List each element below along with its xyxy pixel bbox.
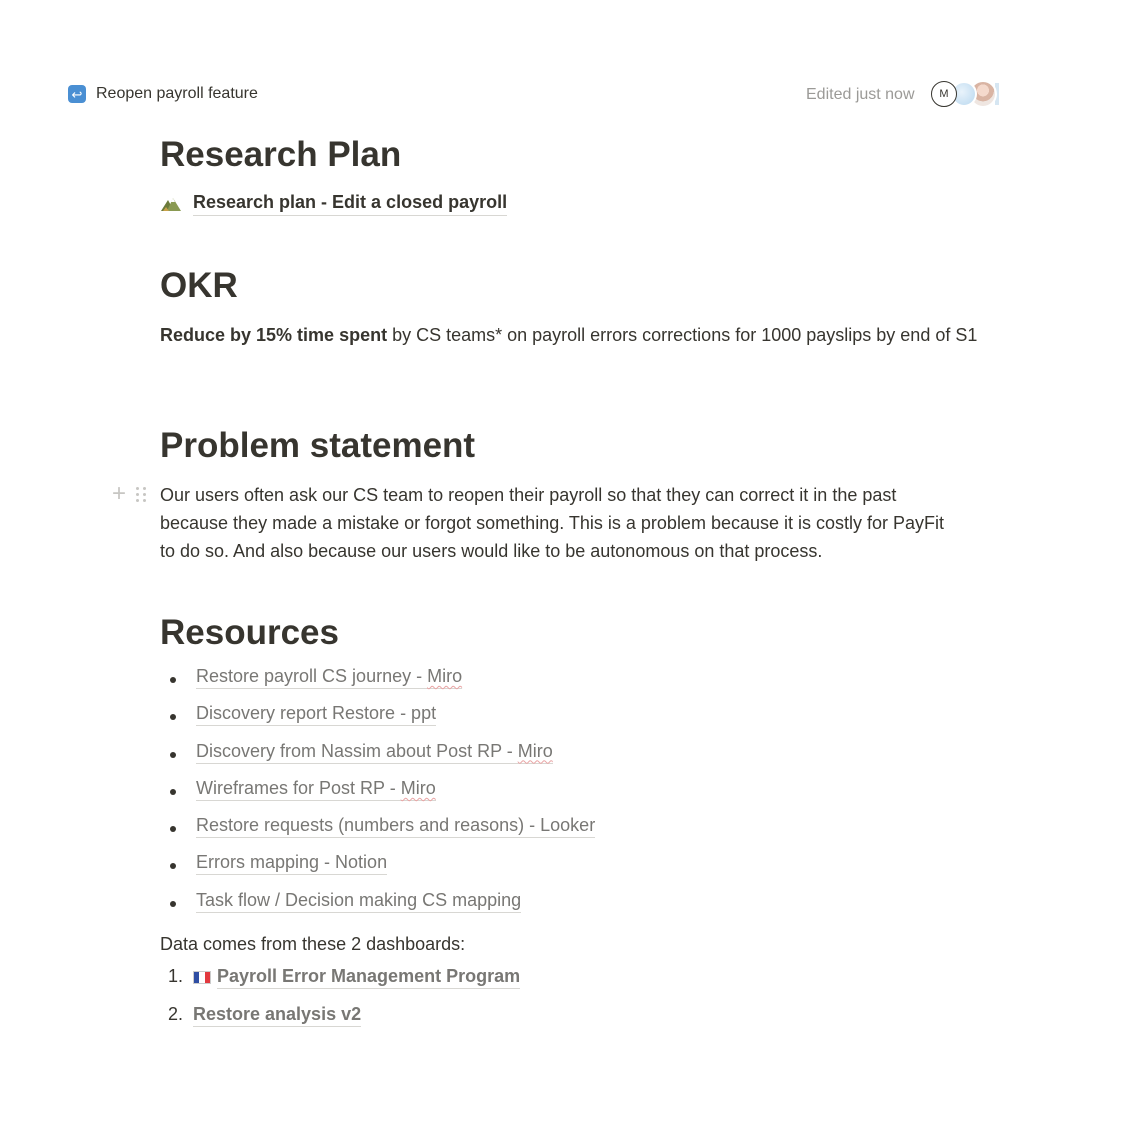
okr-heading: OKR — [160, 266, 238, 305]
drag-handle-icon[interactable] — [136, 487, 147, 502]
resource-link[interactable]: Restore payroll CS journey - Miro — [196, 666, 462, 689]
list-item — [160, 852, 595, 889]
resource-link[interactable]: Task flow / Decision making CS mapping — [196, 890, 521, 913]
plus-icon[interactable]: + — [111, 480, 126, 507]
list-number: 1. — [168, 966, 184, 986]
okr-rest-text: by CS teams* on payroll errors corrections for 1000 payslips by end of S1 — [387, 325, 978, 345]
resources-list — [160, 666, 595, 927]
resource-link[interactable]: Restore requests (numbers and reasons) - Looker — [196, 815, 595, 838]
france-flag-icon — [193, 971, 211, 984]
list-number: 2. — [168, 1003, 184, 1024]
dashboards-list — [160, 966, 520, 1041]
list-item — [160, 815, 595, 852]
bullet-icon — [170, 677, 176, 683]
bullet-icon — [170, 714, 176, 720]
bullet-icon — [170, 752, 176, 758]
resource-link[interactable]: Wireframes for Post RP - Miro — [196, 778, 436, 801]
bullet-icon — [170, 826, 176, 832]
avatar[interactable]: M — [931, 81, 957, 107]
list-item — [160, 778, 595, 815]
data-intro-text: Data comes from these 2 dashboards: — [160, 934, 466, 954]
collaborator-avatars[interactable] — [931, 80, 999, 108]
bullet-icon — [170, 863, 176, 869]
edited-status: Edited just now — [806, 86, 915, 103]
okr-text — [160, 321, 980, 349]
list-item — [160, 966, 520, 1004]
bullet-icon — [170, 901, 176, 907]
list-item — [160, 666, 595, 703]
problem-statement-text[interactable]: Our users often ask our CS team to reopen their payroll so that they can correct it in the past because they made a mistake or forgot something. This is a problem because it is costly for PayFit to do so. And also because our users would like to be autonomous on that process. — [160, 485, 945, 561]
top-bar — [0, 78, 1130, 112]
research-plan-link[interactable] — [160, 192, 507, 216]
resource-link[interactable]: Errors mapping - Notion — [196, 852, 387, 875]
dashboard-link[interactable]: Payroll Error Management Program — [217, 966, 520, 989]
dashboard-link[interactable]: Restore analysis v2 — [193, 1004, 361, 1027]
okr-bold-text: Reduce by 15% time spent — [160, 325, 388, 345]
research-plan-link-label[interactable]: Research plan - Edit a closed payroll — [193, 192, 507, 216]
list-item — [160, 703, 595, 740]
problem-statement-heading: Problem statement — [160, 426, 476, 465]
research-plan-heading: Research Plan — [160, 135, 402, 174]
resource-link[interactable]: Discovery from Nassim about Post RP - Miro — [196, 741, 553, 764]
mountain-icon — [160, 196, 182, 212]
breadcrumb-label[interactable]: Reopen payroll feature — [96, 85, 258, 102]
list-item — [160, 890, 595, 927]
breadcrumb[interactable] — [68, 85, 258, 103]
list-item — [160, 741, 595, 778]
bullet-icon — [170, 789, 176, 795]
block-handles — [110, 482, 147, 506]
list-item — [160, 1004, 520, 1042]
return-arrow-icon: ↩ — [68, 85, 86, 103]
resource-link[interactable]: Discovery report Restore - ppt — [196, 703, 436, 726]
resources-heading: Resources — [160, 613, 339, 652]
